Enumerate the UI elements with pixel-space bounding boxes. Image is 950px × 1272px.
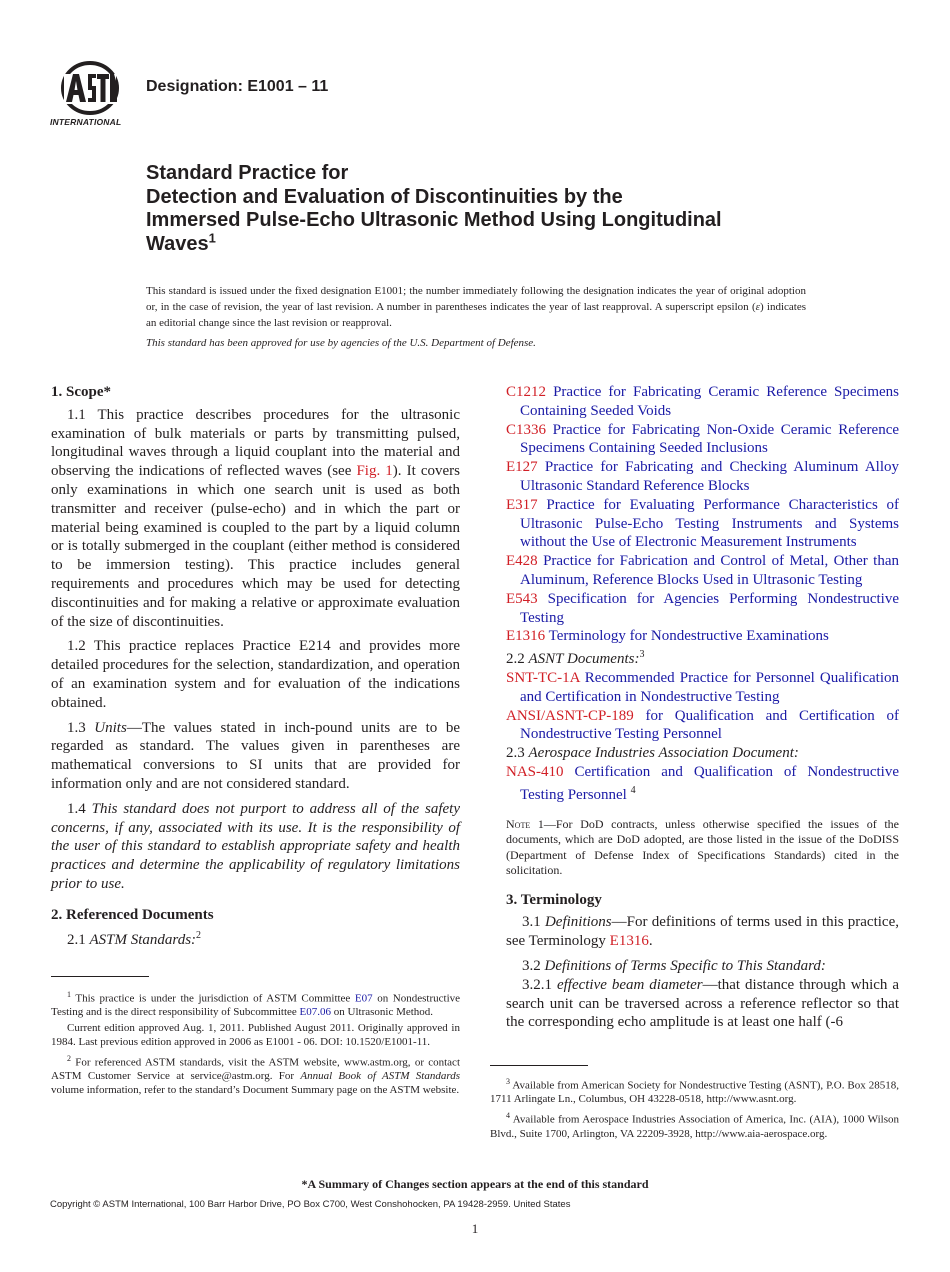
ref-title[interactable]: Specification for Agencies Performing Nondestructive Testing [520,590,899,626]
subcommittee-e0706-link[interactable]: E07.06 [299,1006,332,1019]
ref-title[interactable]: Terminology for Nondestructive Examinations [548,628,829,645]
ref-code[interactable]: NAS-410 [506,763,564,780]
copyright-line: Copyright © ASTM International, 100 Barr Harbor Drive, PO Box C700, West Conshohocken, PA 19428-2959. United States [50,1199,571,1210]
reference-cp-189 [506,707,899,745]
footnote-rule-right [490,1065,588,1066]
title-footnote-ref[interactable]: 1 [208,229,216,245]
ref-code[interactable]: C1336 [506,421,547,438]
reference-c1336 [506,421,899,459]
ref-title[interactable]: Practice for Fabricating Ceramic Reference Specimens Containing Seeded Voids [520,384,900,419]
ref-title[interactable]: for Qualification and Certification of Nondestructive Testing Personnel [520,707,899,743]
fig-1-link[interactable]: Fig. 1 [356,463,393,480]
title-line-3: Immersed Pulse-Echo Ultrasonic Method Using Longitudinal [146,209,722,231]
e1316-link[interactable]: E1316 [609,933,649,950]
ref-title[interactable]: Practice for Evaluating Performance Characteristics of Ultrasonic Pulse-Echo Testing Instruments and Systems without the Use of Electronic Measurement Instruments [520,496,899,551]
ref-code[interactable]: E127 [506,459,538,476]
reference-snt-tc-1a [506,669,899,707]
footnotes-right [490,1075,899,1144]
paragraph-2-2: 2.2 ASNT Documents:$^3$ [506,649,645,668]
ref-code[interactable]: E317 [506,496,538,513]
ref-title[interactable]: Practice for Fabricating and Checking Aluminum Alloy Ultrasonic Standard Reference Blocks [520,459,899,494]
dod-approval-statement: This standard has been approved for use by agencies of the U.S. Department of Defense. [146,337,536,349]
paragraph-1-3: 1.3 Units—The values stated in inch-pound units are to be regarded as standard. The values given in parentheses are mathematical conversions to SI units that are provided for information only and are not considered standard. [51,719,461,792]
reference-nas-410: NAS-410 Certification and Qualification of Nondestructive Testing Personnel $^4$ [506,763,899,803]
right-column [506,383,899,1038]
ref-code[interactable]: E428 [506,553,538,570]
reference-c1212 [506,383,899,421]
astm-logo [50,60,136,132]
paragraph-1-1: 1.1 This practice describes procedures for the ultrasonic examination of bulk materials or parts by transmitting pulsed, longitudinal waves through a liquid couplant into the material and observing the indications of reflected waves (see Fig. 1). It covers only examinations in which one search unit is used as both transmitter and receiver (pulse-echo) and in which the part or material being examined is coupled to the part by a liquid column or is totally submerged in the couplant (either method is considered to be immersion testing). This practice includes general requirements and procedures which may be used for detecting discontinuities and for making a relative or approximate evaluation of the size of discontinuities. [51,406,460,630]
paragraph-2-1: 2.1 ASTM Standards:$^2$ [67,929,202,948]
ref-code[interactable]: ANSI/ASNT-CP-189 [506,707,634,724]
ref-title[interactable]: Recommended Practice for Personnel Qualification and Certification in Nondestructive Testing [520,669,899,705]
committee-e07-link[interactable]: E07 [354,992,373,1005]
footnote-3: $^3$ Available from American Society for Nondestructive Testing (ASNT), P.O. Box 28518, 1711 Arlingate Ln., Columbus, OH 43228-0518, http://www.asnt.org. [490,1077,899,1106]
title-line-2: Detection and Evaluation of Discontinuities by the [146,185,623,208]
ref-title[interactable]: Practice for Fabrication and Control of Metal, Other than Aluminum, Reference Blocks Used in Ultrasonic Testing [520,553,899,588]
paragraph-1-2: 1.2 This practice replaces Practice E214 and provides more detailed procedures for the selection, standardization, and operation of an examination system and for evaluation of the indications obtained. [51,638,460,711]
footnote-1-edition: Current edition approved Aug. 1, 2011. Published August 2011. Originally approved in 1984. Last previous edition approved in 2006 as E1001 - 06. DOI: 10.1520/E1001-11. [51,1022,460,1049]
left-column [51,383,460,955]
summary-of-changes-note: *A Summary of Changes section appears at the end of this standard [301,1177,649,1191]
reference-e428 [506,552,899,590]
ref-code[interactable]: E1316 [506,628,546,645]
section-2-heading: 2. Referenced Documents [51,906,214,923]
issuance-statement: This standard is issued under the fixed designation E1001; the number immediately following the designation indicates the year of original adoption or, in the case of revision, the year of last revision. A number in parentheses indicates the year of last reapproval. A superscript epsilon (ε) indicates an editorial change since the last revision or reapproval. [146,285,806,329]
title-line-4: Waves$^1$ [146,229,216,255]
paragraph-2-3: 2.3 Aerospace Industries Association Document: [506,745,799,762]
footnotes-left [51,988,460,1100]
ref-code[interactable]: SNT-TC-1A [506,669,580,686]
ref-code[interactable]: C1212 [506,384,547,400]
document-title [146,162,846,256]
paragraph-3-2: 3.2 Definitions of Terms Specific to This Standard: [522,957,826,974]
reference-e317 [506,496,899,552]
footnote-rule-left [51,976,149,977]
paragraph-1-4: 1.4 This standard does not purport to address all of the safety concerns, if any, associated with its use. It is the responsibility of the user of this standard to establish appropriate safety and health practices and determine the applicability of regulatory limitations prior to use. [51,800,461,892]
reference-e127 [506,458,899,496]
page-number: 1 [471,1221,479,1236]
reference-e543 [506,590,899,628]
ref-title[interactable]: Certification and Qualification of Nondestructive Testing Personnel [520,763,899,803]
paragraph-3-2-1: 3.2.1 effective beam diameter—that distance through which a search unit can be traversed across a reference reflector so that the corresponding echo amplitude is at least one half (-6 [506,976,899,1031]
paragraph-3-1: 3.1 Definitions—For definitions of terms used in this practice, see Terminology E1316. [506,914,899,950]
title-line-1: Standard Practice for [146,162,349,184]
footnote-2: $^2$ For referenced ASTM standards, visit the ASTM website, www.astm.org, or contact ASTM Customer Service at service@astm.org. For Annual Book of ASTM Standards volume information, refer to the standard’s Document Summary page on the ASTM website. [51,1053,460,1097]
footnote-4: $^4$ Available from Aerospace Industries Association of America, Inc. (AIA), 1000 Wilson Blvd., Suite 1700, Arlington, VA 22209-3928, http://www.aia-aerospace.org. [490,1111,899,1140]
designation: Designation: E1001 – 11 [146,78,329,95]
logo-text: INTERNATIONAL [50,117,122,127]
astm-reference-list [506,383,899,646]
section-3-heading: 3. Terminology [506,891,602,908]
reference-e1316 [506,627,899,646]
footnote-1: $^1$ This practice is under the jurisdiction of ASTM Committee E07 on Nondestructive Testing and is the direct responsibility of Subcommittee E07.06 on Ultrasonic Method. [51,990,461,1019]
note-1: Note 1—For DoD contracts, unless otherwise specified the issues of the documents, which are DoD adopted, are those listed in the issue of the DoDISS (Department of Defense Index of Specifications Standards) cited in the solicitation. [506,816,899,878]
ref-code[interactable]: E543 [506,590,538,607]
ref-title[interactable]: Practice for Fabricating Non-Oxide Ceramic Reference Specimens Containing Seeded Inclusions [520,421,900,457]
section-1-heading: 1. Scope* [51,384,111,400]
